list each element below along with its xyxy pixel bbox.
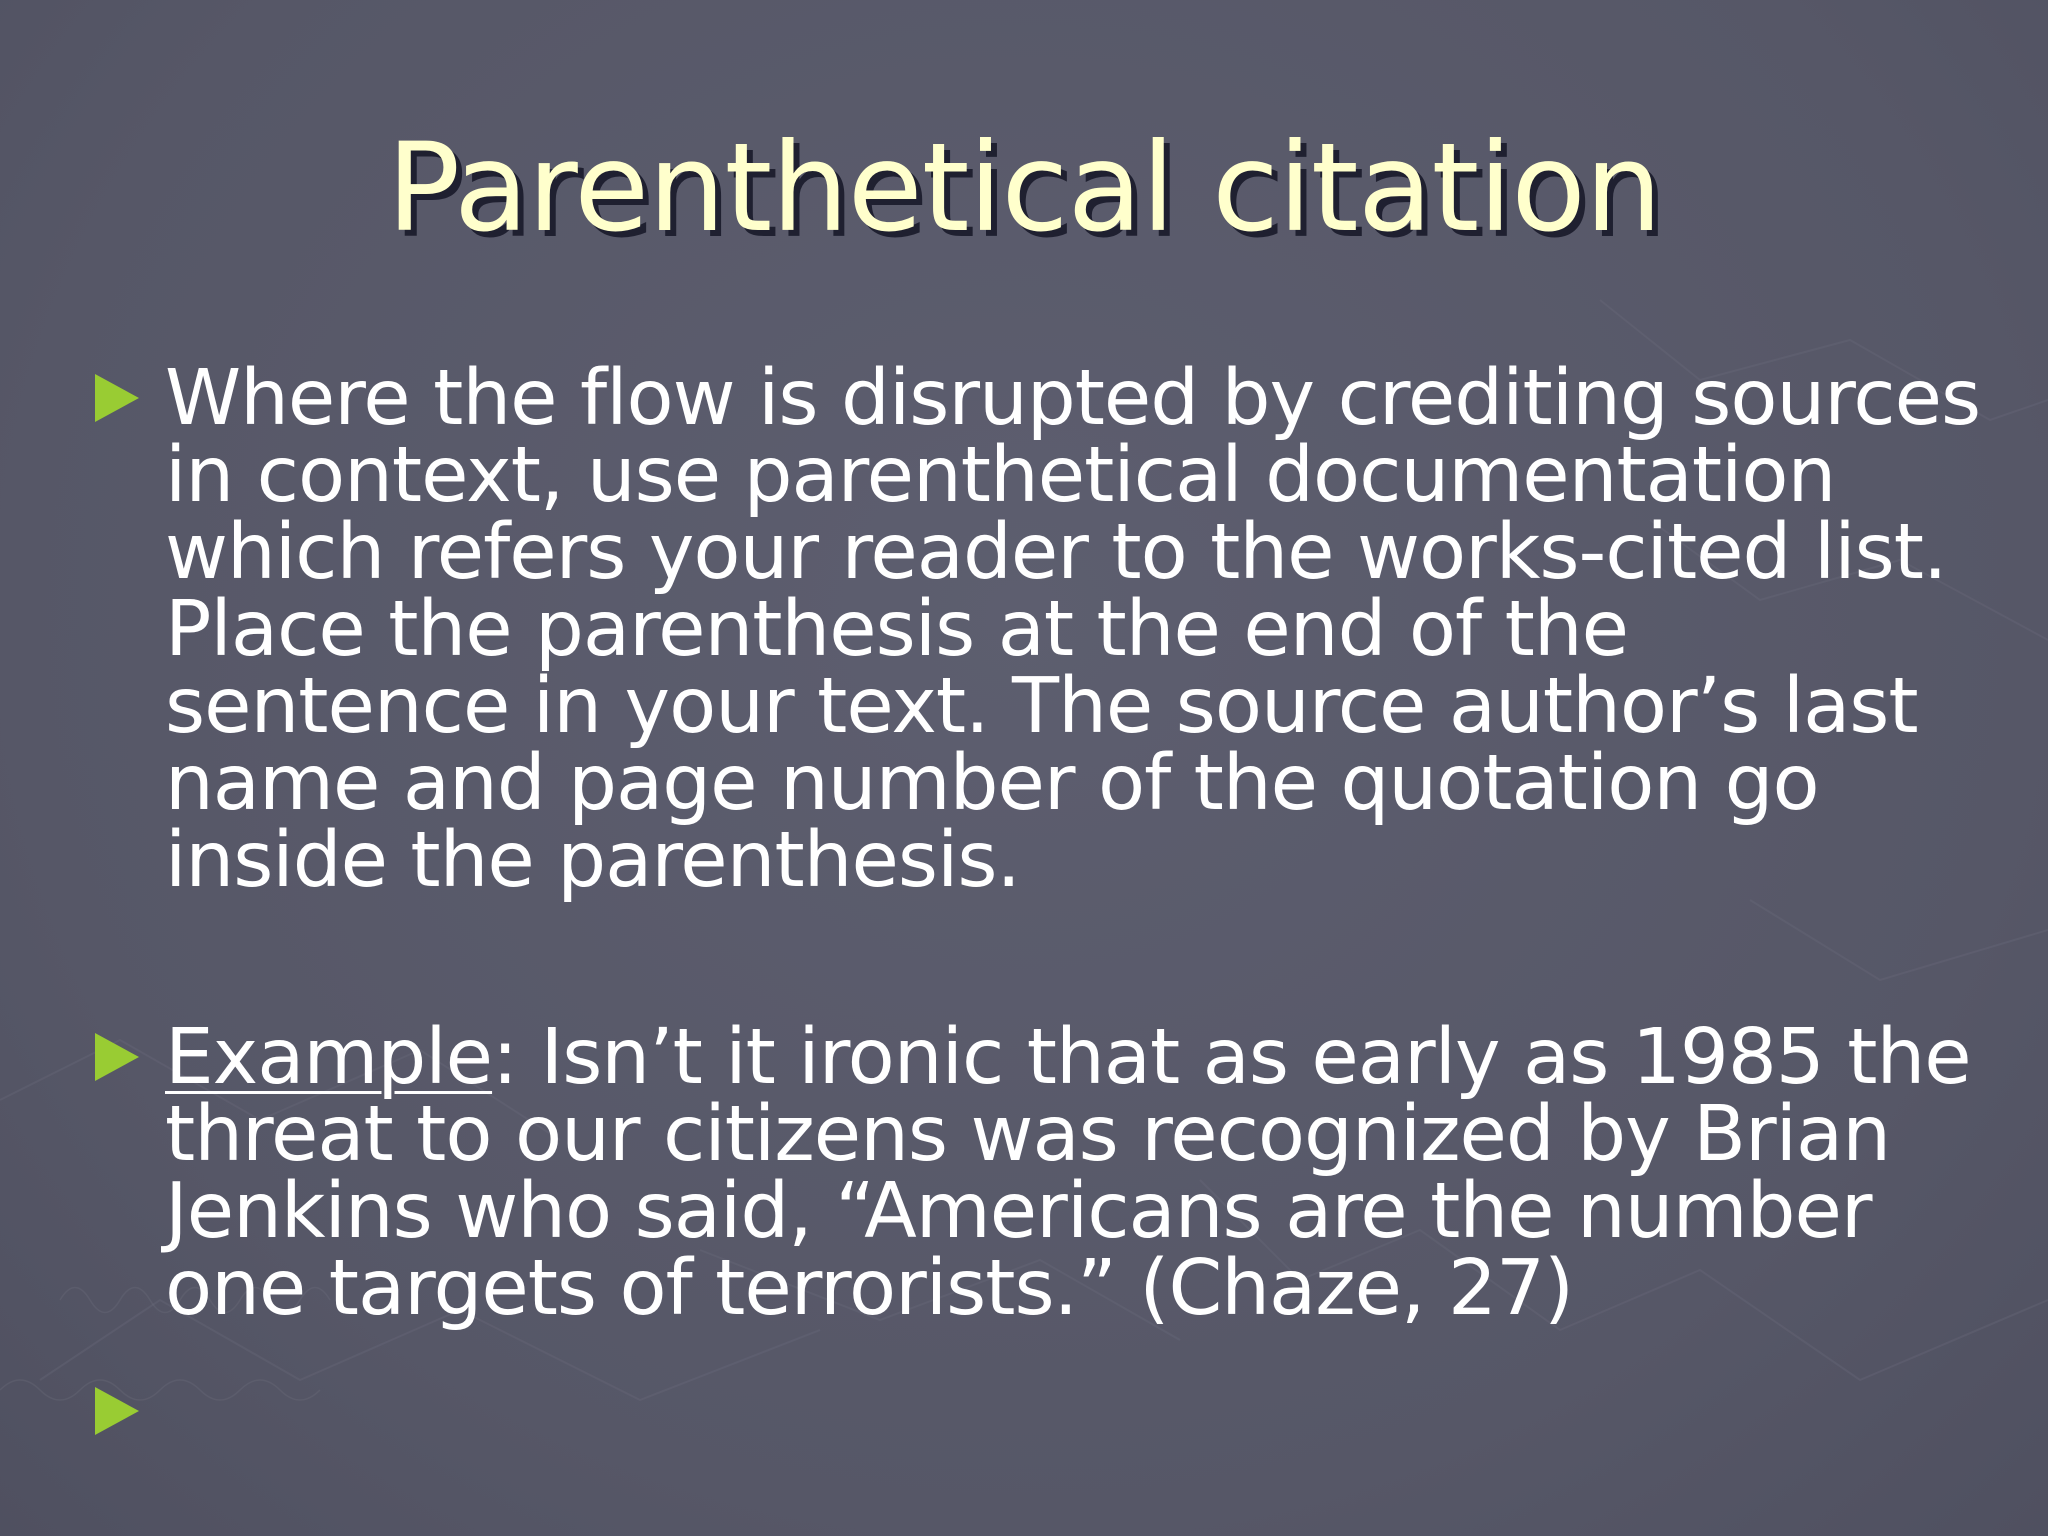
play-arrow-icon — [95, 1387, 139, 1435]
bullet-item — [95, 354, 1995, 905]
bullet-item-empty — [95, 1373, 1995, 1450]
bullet-text: : Isn’t it ironic that as early as 1985 the threat to our citizens was recognized by Brian Jenkins who said, “Americans are the number one targets of terrorists.” (Chaze, 27) — [165, 1013, 1971, 1333]
slide-title: Parenthetical citation — [386, 117, 1662, 259]
bullet-list — [95, 354, 1995, 1450]
bullet-text: Where the flow is disrupted by crediting sources in context, use parenthetical documentation which refers your reader to the works-cited list. Place the parenthesis at the end of the sentence in your text. The source author’s last name and page number of the quotation go inside the parenthesis. — [165, 354, 1981, 905]
example-label: Example — [165, 1013, 493, 1102]
play-arrow-icon — [95, 1033, 139, 1081]
bullet-item — [95, 1013, 1995, 1333]
play-arrow-icon — [95, 374, 139, 422]
